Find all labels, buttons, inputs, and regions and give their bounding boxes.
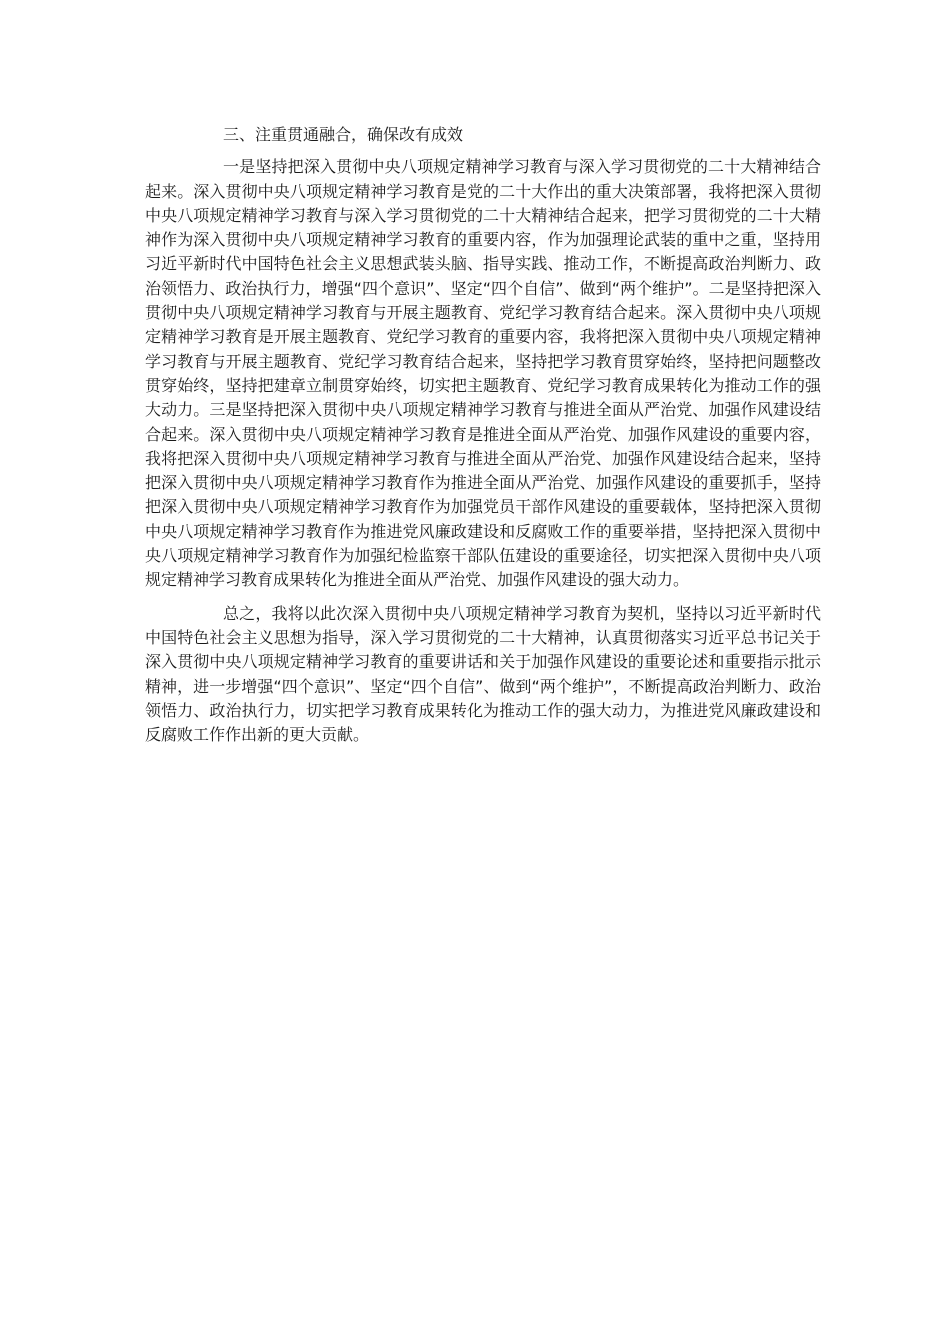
document-body	[145, 123, 821, 747]
body-paragraph-measures: 一是坚持把深入贯彻中央八项规定精神学习教育与深入学习贯彻党的二十大精神结合起来。深入贯彻中央八项规定精神学习教育是党的二十大作出的重大决策部署，我将把深入贯彻中央八项规定精神学习教育与深入学习贯彻党的二十大精神结合起来，把学习贯彻党的二十大精神作为深入贯彻中央八项规定精神学习教育的重要内容，作为加强理论武装的重中之重，坚持用习近平新时代中国特色社会主义思想武装头脑、指导实践、推动工作，不断提高政治判断力、政治领悟力、政治执行力，增强“四个意识”、坚定“四个自信”、做到“两个维护”。二是坚持把深入贯彻中央八项规定精神学习教育与开展主题教育、党纪学习教育结合起来。深入贯彻中央八项规定精神学习教育是开展主题教育、党纪学习教育的重要内容，我将把深入贯彻中央八项规定精神学习教育与开展主题教育、党纪学习教育结合起来，坚持把学习教育贯穿始终，坚持把问题整改贯穿始终，坚持把建章立制贯穿始终，切实把主题教育、党纪学习教育成果转化为推动工作的强大动力。三是坚持把深入贯彻中央八项规定精神学习教育与推进全面从严治党、加强作风建设结合起来。深入贯彻中央八项规定精神学习教育是推进全面从严治党、加强作风建设的重要内容，我将把深入贯彻中央八项规定精神学习教育与推进全面从严治党、加强作风建设结合起来，坚持把深入贯彻中央八项规定精神学习教育作为推进全面从严治党、加强作风建设的重要抓手，坚持把深入贯彻中央八项规定精神学习教育作为加强党员干部作风建设的重要载体，坚持把深入贯彻中央八项规定精神学习教育作为推进党风廉政建设和反腐败工作的重要举措，坚持把深入贯彻中央八项规定精神学习教育作为加强纪检监察干部队伍建设的重要途径，切实把深入贯彻中央八项规定精神学习教育成果转化为推进全面从严治党、加强作风建设的强大动力。	[145, 157, 821, 590]
body-paragraph-conclusion: 总之，我将以此次深入贯彻中央八项规定精神学习教育为契机，坚持以习近平新时代中国特色社会主义思想为指导，深入学习贯彻党的二十大精神，认真贯彻落实习近平总书记关于深入贯彻中央八项规定精神学习教育的重要讲话和关于加强作风建设的重要论述和重要指示批示精神，进一步增强“四个意识”、坚定“四个自信”、做到“两个维护”，不断提高政治判断力、政治领悟力、政治执行力，切实把学习教育成果转化为推动工作的强大动力，为推进党风廉政建设和反腐败工作作出新的更大贡献。	[145, 603, 821, 745]
section-heading: 三、注重贯通融合，确保改有成效	[223, 125, 464, 144]
